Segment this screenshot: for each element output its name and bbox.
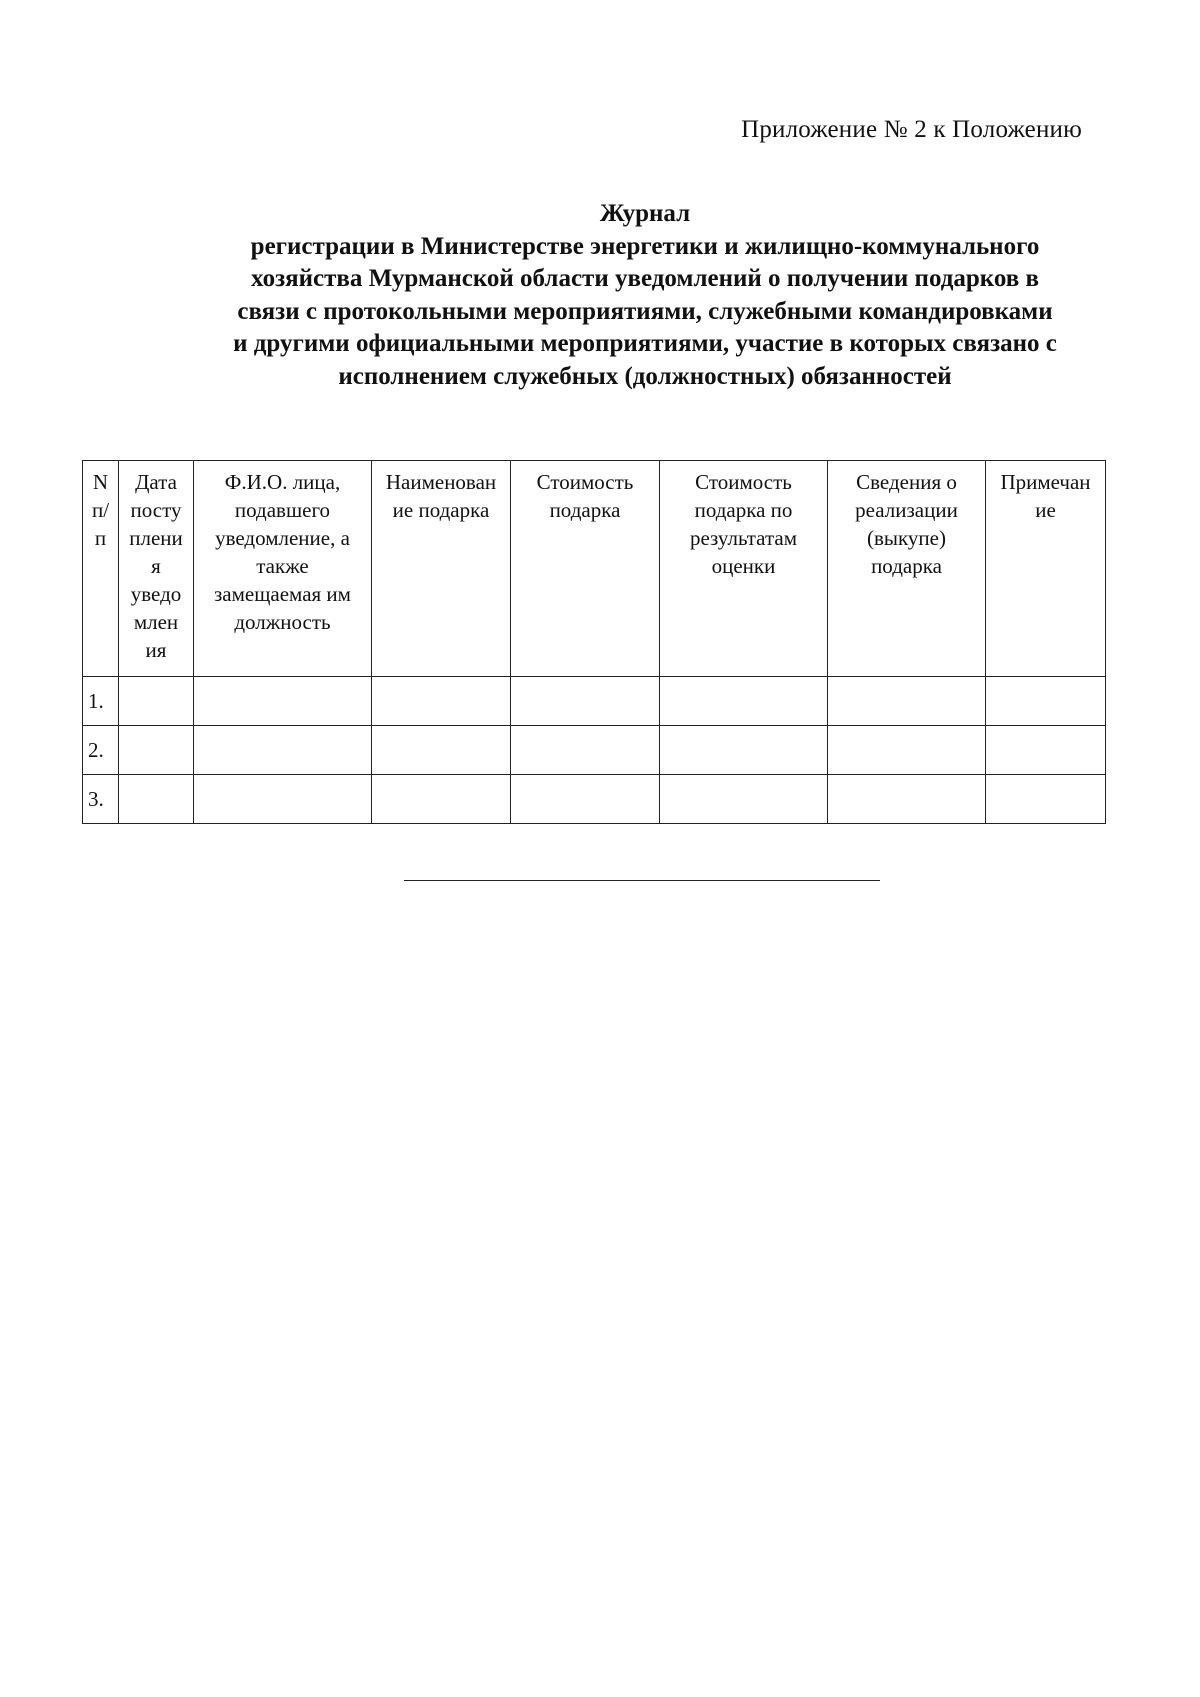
header-text: млен <box>133 610 179 634</box>
header-text: ие <box>1035 498 1056 522</box>
table-cell <box>660 726 828 775</box>
table-cell <box>511 775 660 824</box>
table-cell <box>119 726 194 775</box>
col-header-realization <box>828 461 986 677</box>
header-text: плени <box>129 526 183 550</box>
table-cell <box>986 726 1106 775</box>
col-header-gift-cost <box>511 461 660 677</box>
header-text: подарка по <box>694 498 793 522</box>
header-text: уведомление, а <box>215 526 350 550</box>
header-text: Стоимость <box>536 470 634 494</box>
header-text: Примечан <box>1000 470 1091 494</box>
table-cell <box>511 726 660 775</box>
table-cell <box>660 677 828 726</box>
col-header-receipt-date <box>119 461 194 677</box>
table-cell <box>119 775 194 824</box>
end-divider-line <box>404 880 880 881</box>
header-text: я <box>151 554 161 578</box>
col-header-gift-name <box>372 461 511 677</box>
table-row <box>83 775 1106 824</box>
header-text: N <box>92 470 109 494</box>
table-cell <box>828 726 986 775</box>
title-heading: Журнал <box>599 200 691 227</box>
title-line: хозяйства Мурманской области уведомлений о получении подарков в <box>251 265 1039 292</box>
header-text: замещаемая им <box>214 582 351 606</box>
header-text: Наименован <box>385 470 497 494</box>
row-number: 2. <box>83 726 119 775</box>
table-row <box>83 726 1106 775</box>
document-title <box>150 198 1140 393</box>
appendix-label: Приложение № 2 к Положению <box>741 116 1082 143</box>
table-cell <box>194 726 372 775</box>
header-text: результатам <box>689 526 798 550</box>
title-line: связи с протокольными мероприятиями, служебными командировками <box>237 297 1053 325</box>
header-text: должность <box>234 610 331 634</box>
header-text: подарка <box>549 498 621 522</box>
table-cell <box>986 677 1106 726</box>
header-text: подавшего <box>234 498 331 522</box>
col-header-number <box>83 461 119 677</box>
table-cell <box>194 775 372 824</box>
header-text: Ф.И.О. лица, <box>224 470 341 494</box>
table-cell <box>372 726 511 775</box>
header-text: Сведения о <box>856 470 957 494</box>
header-text: подарка <box>871 554 942 578</box>
table-cell <box>194 677 372 726</box>
header-text: (выкупе) <box>867 526 946 550</box>
row-number: 1. <box>83 677 119 726</box>
table-cell <box>372 677 511 726</box>
header-text: Стоимость <box>695 470 792 494</box>
header-text: посту <box>130 498 182 522</box>
table-cell <box>372 775 511 824</box>
header-text: ия <box>145 638 167 662</box>
table-cell <box>828 775 986 824</box>
table-cell <box>986 775 1106 824</box>
header-text: также <box>256 554 309 578</box>
table-cell <box>660 775 828 824</box>
header-text: Дата <box>135 470 177 494</box>
table-cell <box>119 677 194 726</box>
table-header-row <box>83 461 1106 677</box>
table-cell <box>828 677 986 726</box>
row-number: 3. <box>83 775 119 824</box>
title-line: регистрации в Министерстве энергетики и жилищно-коммунального <box>250 232 1040 260</box>
title-line: исполнением служебных (должностных) обязанностей <box>338 362 952 390</box>
registration-journal-table <box>82 460 1106 824</box>
title-line: и другими официальными мероприятиями, участие в которых связано с <box>233 330 1057 357</box>
col-header-person <box>194 461 372 677</box>
header-text: п/ <box>91 498 110 522</box>
header-text: оценки <box>711 554 776 578</box>
col-header-appraised-cost <box>660 461 828 677</box>
table-row <box>83 677 1106 726</box>
table-cell <box>511 677 660 726</box>
header-text: п <box>94 526 107 550</box>
header-text: уведо <box>130 582 182 606</box>
col-header-note <box>986 461 1106 677</box>
header-text: ие подарка <box>392 498 490 522</box>
header-text: реализации <box>855 498 958 522</box>
